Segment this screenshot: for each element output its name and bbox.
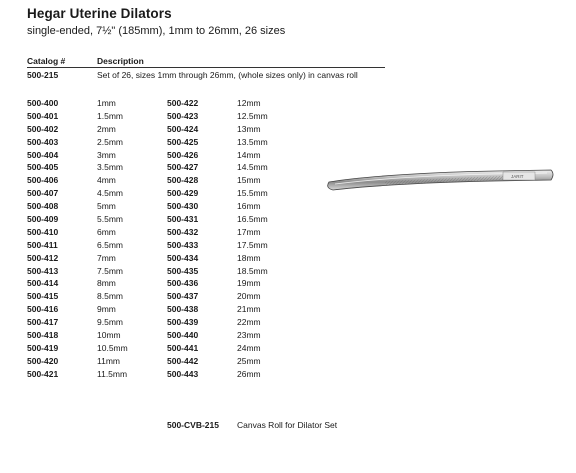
dilator-size: 14mm xyxy=(237,149,261,160)
catalog-number: 500-411 xyxy=(27,239,58,250)
dilator-size: 8mm xyxy=(97,278,116,289)
dilator-size: 1mm xyxy=(97,98,116,108)
dilator-size: 21mm xyxy=(237,304,261,315)
catalog-number: 500-404 xyxy=(27,149,59,160)
catalog-number: 500-401 xyxy=(27,110,59,121)
dilator-size: 3mm xyxy=(97,149,116,160)
catalog-number: 500-413 xyxy=(27,265,59,276)
catalog-number: 500-441 xyxy=(167,342,199,353)
dilator-size: 15mm xyxy=(237,175,261,186)
catalog-number: 500-421 xyxy=(27,368,59,379)
canvas-roll-description: Canvas Roll for Dilator Set xyxy=(237,420,338,430)
catalog-number: 500-414 xyxy=(27,278,59,289)
catalog-number: 500-440 xyxy=(167,330,199,341)
catalog-number: 500-405 xyxy=(27,162,59,173)
catalog-number: 500-432 xyxy=(167,226,199,237)
catalog-number: 500-402 xyxy=(27,123,59,134)
catalog-number: 500-443 xyxy=(167,368,199,379)
catalog-number: 500-423 xyxy=(167,110,199,121)
catalog-number: 500-416 xyxy=(27,304,59,315)
dilator-size: 5mm xyxy=(97,201,116,212)
dilator-size: 11mm xyxy=(97,355,120,366)
catalog-number: 500-430 xyxy=(167,201,199,212)
dilator-size: 22mm xyxy=(237,317,261,328)
dilator-size: 18.5mm xyxy=(237,265,268,276)
page-title: Hegar Uterine Dilators xyxy=(27,6,172,21)
catalog-number: 500-407 xyxy=(27,188,59,199)
dilator-size: 17mm xyxy=(237,226,261,237)
catalog-number: 500-434 xyxy=(167,252,199,263)
catalog-number: 500-442 xyxy=(167,355,199,366)
left-size-column xyxy=(97,97,128,381)
dilator-size: 3.5mm xyxy=(97,162,123,173)
dilator-size: 12.5mm xyxy=(237,110,268,121)
catalog-number: 500-420 xyxy=(27,355,59,366)
catalog-number: 500-433 xyxy=(167,239,199,250)
dilator-size: 2.5mm xyxy=(97,136,123,147)
right-catalog-column xyxy=(167,97,198,381)
catalog-number: 500-403 xyxy=(27,136,59,147)
dilator-size: 17.5mm xyxy=(237,239,268,250)
dilator-size: 12mm xyxy=(237,98,261,108)
catalog-number: 500-428 xyxy=(167,175,199,186)
catalog-number: 500-438 xyxy=(167,304,199,315)
catalog-number: 500-415 xyxy=(27,291,59,302)
dilator-size: 14.5mm xyxy=(237,162,268,173)
dilator-size: 20mm xyxy=(237,291,261,302)
right-size-column xyxy=(237,97,268,381)
catalog-number: 500-439 xyxy=(167,317,199,328)
catalog-number: 500-412 xyxy=(27,252,59,263)
dilator-size: 18mm xyxy=(237,252,261,263)
dilator-size: 4mm xyxy=(97,175,116,186)
catalog-number: 500-429 xyxy=(167,188,199,199)
dilator-size: 5.5mm xyxy=(97,214,123,225)
dilator-size: 8.5mm xyxy=(97,291,123,302)
catalog-number: 500-426 xyxy=(167,149,199,160)
dilator-size: 11.5mm xyxy=(97,368,128,379)
catalog-number: 500-417 xyxy=(27,317,59,328)
dilator-size: 23mm xyxy=(237,330,261,341)
catalog-number: 500-431 xyxy=(167,214,199,225)
jarit-stamp: JARIT xyxy=(511,174,524,179)
dilator-size: 6mm xyxy=(97,226,116,237)
dilator-size: 26mm xyxy=(237,368,261,379)
dilator-size: 7mm xyxy=(97,252,116,263)
dilator-size: 24mm xyxy=(237,342,261,353)
dilator-size: 4.5mm xyxy=(97,188,123,199)
catalog-number: 500-418 xyxy=(27,330,59,341)
catalog-number: 500-437 xyxy=(167,291,199,302)
catalog-number: 500-408 xyxy=(27,201,59,212)
left-catalog-column xyxy=(27,97,58,381)
dilator-size: 16.5mm xyxy=(237,214,268,225)
set-description: Set of 26, sizes 1mm through 26mm, (whole sizes only) in canvas roll xyxy=(97,70,358,80)
catalog-number: 500-410 xyxy=(27,226,59,237)
catalog-number: 500-427 xyxy=(167,162,199,173)
catalog-number: 500-409 xyxy=(27,214,59,225)
dilator-size: 6.5mm xyxy=(97,239,123,250)
dilator-size: 16mm xyxy=(237,201,261,212)
dilator-size: 19mm xyxy=(237,278,261,289)
column-header-description: Description xyxy=(97,56,144,66)
dilator-size: 15.5mm xyxy=(237,188,268,199)
canvas-roll-catalog-number: 500-CVB-215 xyxy=(167,420,219,430)
dilator-size: 10.5mm xyxy=(97,342,128,353)
catalog-number: 500-422 xyxy=(167,98,199,108)
dilator-size: 25mm xyxy=(237,355,261,366)
hegar-dilator-illustration xyxy=(325,162,557,196)
catalog-number: 500-424 xyxy=(167,123,199,134)
page-subtitle: single-ended, 7½" (185mm), 1mm to 26mm, 26 sizes xyxy=(27,25,286,37)
dilator-size: 9mm xyxy=(97,304,116,315)
dilator-size: 7.5mm xyxy=(97,265,123,276)
catalog-number: 500-406 xyxy=(27,175,59,186)
set-catalog-number: 500-215 xyxy=(27,70,59,80)
dilator-size: 13mm xyxy=(237,123,261,134)
dilator-size: 1.5mm xyxy=(97,110,123,121)
column-header-catalog: Catalog # xyxy=(27,56,66,66)
dilator-size: 10mm xyxy=(97,330,121,341)
catalog-number: 500-419 xyxy=(27,342,59,353)
header-divider xyxy=(27,67,385,68)
catalog-number: 500-400 xyxy=(27,98,59,108)
dilator-size: 2mm xyxy=(97,123,116,134)
dilator-size: 9.5mm xyxy=(97,317,123,328)
dilator-size: 13.5mm xyxy=(237,136,268,147)
catalog-number: 500-425 xyxy=(167,136,199,147)
catalog-number: 500-436 xyxy=(167,278,199,289)
catalog-number: 500-435 xyxy=(167,265,199,276)
